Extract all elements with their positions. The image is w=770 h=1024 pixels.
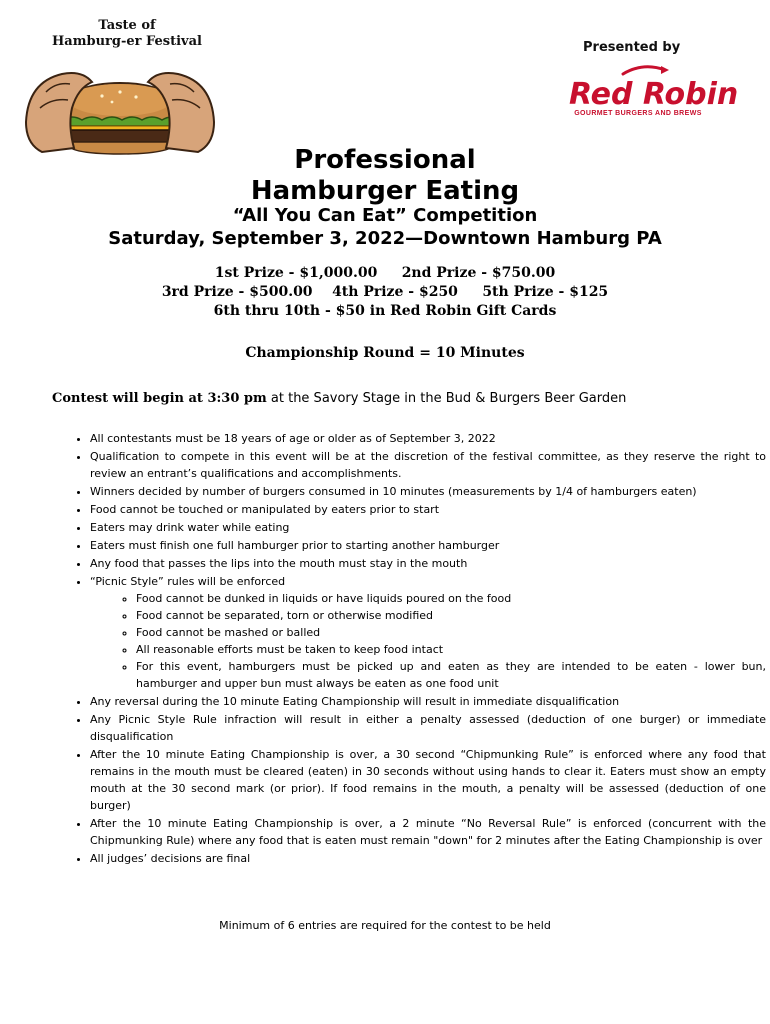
list-item: • Winners decided by number of burgers consumed in 10 minutes (measurements by 1/4 of hamburgers eaten)	[90, 483, 766, 500]
subtitle: “All You Can Eat” Competition	[232, 205, 538, 226]
list-item: ◦ Food cannot be dunked in liquids or have liquids poured on the food	[136, 590, 766, 607]
title-line-1: Professional	[294, 145, 476, 175]
list-item: • Qualification to compete in this event will be at the discretion of the festival committee, as they reserve the right to review an entrant’s qualifications and accomplishments.	[90, 448, 766, 482]
list-item: ◦ All reasonable efforts must be taken to keep food intact	[136, 641, 766, 658]
festival-logo-line1: Taste of	[98, 18, 156, 33]
fifth-prize: 5th Prize - $125	[482, 284, 609, 300]
presented-by-label: Presented by	[583, 40, 681, 55]
sponsor-tagline: GOURMET BURGERS AND BREWS	[574, 110, 702, 117]
list-item: ◦ Food cannot be mashed or balled	[136, 624, 766, 641]
contest-start	[52, 391, 752, 406]
page-title	[0, 145, 770, 207]
third-prize: 3rd Prize - $500.00	[161, 284, 313, 300]
date-location: Saturday, September 3, 2022—Downtown Hamburg PA	[108, 228, 662, 249]
festival-logo-title	[32, 18, 222, 50]
picnic-style-heading: “Picnic Style” rules will be enforced	[90, 575, 286, 588]
festival-logo-line2: Hamburg-er Festival	[52, 34, 202, 49]
red-robin-logo-text: Red Robin	[569, 77, 739, 112]
prize-line-2	[0, 283, 770, 302]
contest-start-time: Contest will begin at 3:30 pm	[52, 391, 267, 406]
festival-logo	[18, 14, 218, 154]
list-item: ◦ For this event, hamburgers must be picked up and eaten as they are intended to be eaten - lower bun, hamburger and upper bun must always be eaten as one food unit	[136, 658, 766, 692]
list-item: • All contestants must be 18 years of age or older as of September 3, 2022	[90, 430, 766, 447]
list-item: • Eaters must finish one full hamburger prior to starting another hamburger	[90, 537, 766, 554]
red-robin-logo-icon	[565, 64, 739, 112]
first-prize: 1st Prize - $1,000.00	[214, 265, 378, 281]
list-item: • Any reversal during the 10 minute Eating Championship will result in immediate disqualification	[90, 693, 766, 710]
list-item: • Any food that passes the lips into the mouth must stay in the mouth	[90, 555, 766, 572]
list-item: • All judges’ decisions are final	[90, 850, 766, 867]
fourth-prize: 4th Prize - $250	[332, 284, 458, 300]
list-item: • After the 10 minute Eating Championship is over, a 30 second “Chipmunking Rule” is enforced where any food that remains in the mouth must be cleared (eaten) in 30 seconds without using hands to clear it. Eaters must show an empty mouth at the 30 second mark (or prior). If food remains in the mouth, a penalty will be assessed (deduction of one burger)	[90, 746, 766, 814]
list-item: • After the 10 minute Eating Championship is over, a 2 minute “No Reversal Rule” is enforced (concurrent with the Chipmunking Rule) where any food that is eaten must remain "down" for 2 minutes after the Eating Championship is over	[90, 815, 766, 849]
picnic-rules-list	[90, 590, 766, 692]
title-line-2: Hamburger Eating	[250, 176, 520, 206]
list-item-picnic-style	[90, 573, 766, 692]
second-prize: 2nd Prize - $750.00	[401, 265, 556, 281]
list-item: • Food cannot be touched or manipulated by eaters prior to start	[90, 501, 766, 518]
championship-round: Championship Round = 10 Minutes	[245, 345, 525, 361]
rules-list	[52, 430, 766, 868]
list-item: ◦ Food cannot be separated, torn or otherwise modified	[136, 607, 766, 624]
list-item: • Any Picnic Style Rule infraction will result in either a penalty assessed (deduction of one burger) or immediate disqualification	[90, 711, 766, 745]
prize-line-1	[0, 264, 770, 283]
list-item: • Eaters may drink water while eating	[90, 519, 766, 536]
contest-location: at the Savory Stage in the Bud & Burgers Beer Garden	[266, 391, 627, 406]
minimum-entries-note: Minimum of 6 entries are required for the contest to be held	[219, 919, 551, 932]
hands-holding-burger-icon	[22, 52, 218, 156]
prize-line-3: 6th thru 10th - $50 in Red Robin Gift Cards	[213, 303, 557, 319]
